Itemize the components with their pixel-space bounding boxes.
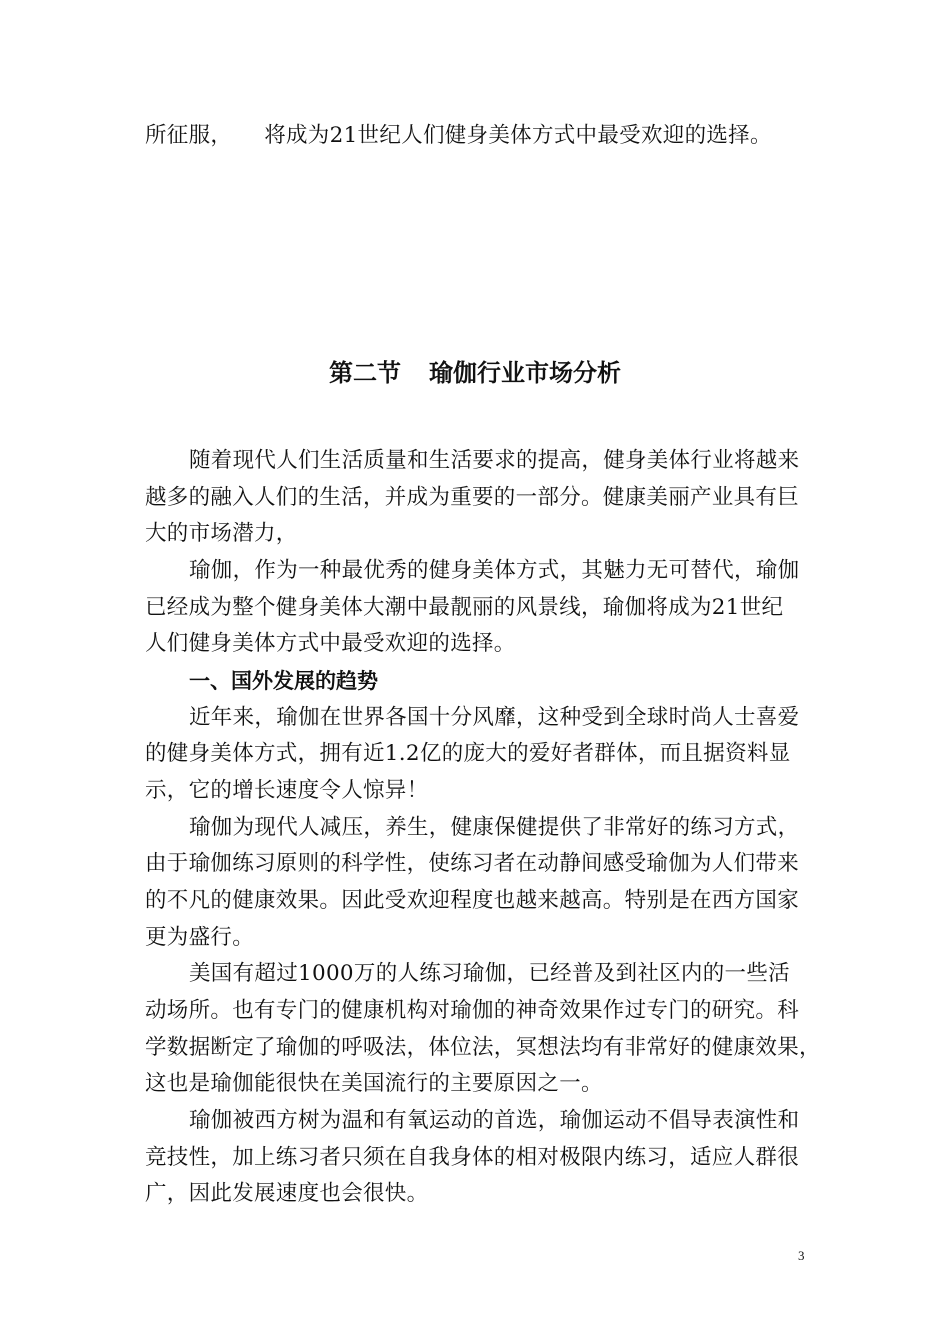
paragraph-line: 瑜伽，作为一种最优秀的健身美体方式，其魅力无可替代，瑜伽 bbox=[189, 558, 800, 583]
paragraph-line: 由于瑜伽练习原则的科学性，使练习者在动静间感受瑜伽为人们带来 bbox=[145, 851, 800, 876]
paragraph-line: 示，它的增长速度令人惊异！ bbox=[145, 778, 429, 803]
paragraph-line: 大的市场潜力， bbox=[145, 521, 298, 546]
paragraph-line: 更为盛行。 bbox=[145, 925, 255, 950]
paragraph-line: 动场所。也有专门的健康机构对瑜伽的神奇效果作过专门的研究。科 bbox=[145, 998, 800, 1023]
section-title: 瑜伽行业市场分析 bbox=[429, 359, 621, 387]
paragraph-line: 美国有超过1000万的人练习瑜伽，已经普及到社区内的一些活 bbox=[189, 961, 790, 986]
paragraph-line: 竞技性，加上练习者只须在自我身体的相对极限内练习，适应人群很 bbox=[145, 1145, 800, 1170]
paragraph-line: 广，因此发展速度也会很快。 bbox=[145, 1181, 429, 1206]
paragraph-line: 这也是瑜伽能很快在美国流行的主要原因之一。 bbox=[145, 1071, 603, 1096]
paragraph-line: 近年来，瑜伽在世界各国十分风靡，这种受到全球时尚人士喜爱 bbox=[189, 705, 800, 730]
section-number: 第二节 bbox=[329, 359, 401, 387]
subheading: 一、国外发展的趋势 bbox=[189, 669, 378, 693]
paragraph-line: 的不凡的健康效果。因此受欢迎程度也越来越高。特别是在西方国家 bbox=[145, 888, 800, 913]
paragraph-line: 瑜伽为现代人减压，养生，健康保健提供了非常好的练习方式， bbox=[189, 815, 800, 840]
carryover-part1: 所征服， bbox=[145, 123, 233, 148]
paragraph-line: 人们健身美体方式中最受欢迎的选择。 bbox=[145, 631, 516, 656]
paragraph-line: 越多的融入人们的生活，并成为重要的一部分。健康美丽产业具有巨 bbox=[145, 485, 800, 510]
paragraph-line: 随着现代人们生活质量和生活要求的提高，健身美体行业将越来 bbox=[189, 448, 800, 473]
section-heading bbox=[0, 356, 950, 390]
paragraph-line: 已经成为整个健身美体大潮中最靓丽的风景线，瑜伽将成为21世纪 bbox=[145, 595, 784, 620]
paragraph-line: 的健身美体方式，拥有近1.2亿的庞大的爱好者群体，而且据资料显 bbox=[145, 741, 791, 766]
page-number: 3 bbox=[798, 1248, 805, 1263]
paragraph-line: 学数据断定了瑜伽的呼吸法，体位法，冥想法均有非常好的健康效果， bbox=[145, 1035, 821, 1060]
paragraph-line: 瑜伽被西方树为温和有氧运动的首选，瑜伽运动不倡导表演性和 bbox=[189, 1108, 800, 1133]
carryover-line bbox=[145, 121, 772, 151]
carryover-part2: 将成为21世纪人们健身美体方式中最受欢迎的选择。 bbox=[264, 123, 772, 148]
